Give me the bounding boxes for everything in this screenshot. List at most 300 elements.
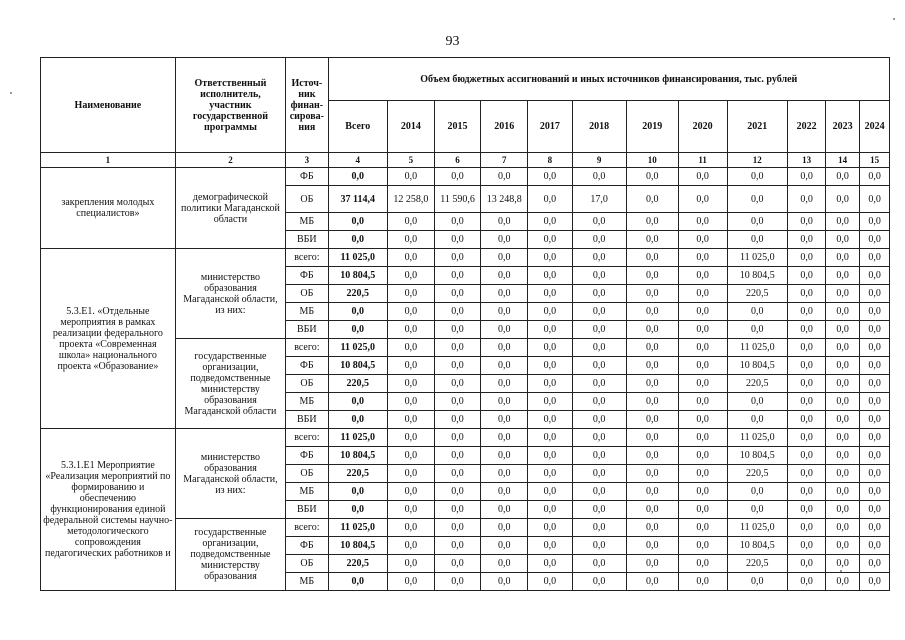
year-value: 220,5 — [727, 285, 787, 303]
year-value: 0,0 — [860, 573, 890, 591]
year-value: 0,0 — [678, 519, 727, 537]
year-value: 0,0 — [626, 303, 678, 321]
year-value: 0,0 — [572, 231, 626, 249]
year-value: 0,0 — [678, 465, 727, 483]
year-value: 0,0 — [528, 447, 573, 465]
year-value: 0,0 — [528, 483, 573, 501]
year-value: 0,0 — [387, 321, 434, 339]
year-value: 10 804,5 — [727, 447, 787, 465]
year-value: 0,0 — [481, 249, 528, 267]
executor-name: министерство образования Магаданской области, из них: — [175, 249, 285, 339]
year-value: 0,0 — [788, 231, 826, 249]
year-value: 0,0 — [481, 519, 528, 537]
table-row — [41, 249, 890, 267]
total-value: 10 804,5 — [328, 267, 387, 285]
year-value: 0,0 — [434, 321, 481, 339]
year-value: 0,0 — [572, 267, 626, 285]
funding-source: МБ — [286, 303, 328, 321]
year-value: 0,0 — [528, 393, 573, 411]
column-number: 12 — [727, 153, 787, 168]
year-value: 0,0 — [528, 213, 573, 231]
header-year: 2020 — [678, 101, 727, 153]
year-value: 0,0 — [860, 519, 890, 537]
year-value: 0,0 — [626, 321, 678, 339]
table-row — [41, 168, 890, 186]
year-value: 0,0 — [528, 501, 573, 519]
year-value: 0,0 — [572, 168, 626, 186]
year-value: 0,0 — [678, 375, 727, 393]
year-value: 0,0 — [860, 393, 890, 411]
year-value: 0,0 — [626, 483, 678, 501]
year-value: 0,0 — [826, 483, 860, 501]
year-value: 0,0 — [434, 168, 481, 186]
year-value: 0,0 — [626, 186, 678, 213]
year-value: 0,0 — [826, 537, 860, 555]
year-value: 0,0 — [528, 303, 573, 321]
funding-source: МБ — [286, 393, 328, 411]
year-value: 0,0 — [481, 339, 528, 357]
year-value: 0,0 — [387, 573, 434, 591]
year-value: 0,0 — [481, 285, 528, 303]
year-value: 0,0 — [481, 429, 528, 447]
year-value: 0,0 — [626, 429, 678, 447]
year-value: 0,0 — [572, 303, 626, 321]
header-year: 2021 — [727, 101, 787, 153]
year-value: 0,0 — [481, 303, 528, 321]
year-value: 0,0 — [626, 537, 678, 555]
year-value: 0,0 — [826, 555, 860, 573]
column-number: 5 — [387, 153, 434, 168]
column-number: 13 — [788, 153, 826, 168]
column-number: 10 — [626, 153, 678, 168]
year-value: 0,0 — [387, 501, 434, 519]
year-value: 0,0 — [678, 429, 727, 447]
year-value: 0,0 — [387, 465, 434, 483]
header-total: Всего — [328, 101, 387, 153]
year-value: 0,0 — [481, 321, 528, 339]
total-value: 220,5 — [328, 555, 387, 573]
year-value: 220,5 — [727, 375, 787, 393]
total-value: 0,0 — [328, 321, 387, 339]
year-value: 0,0 — [826, 375, 860, 393]
year-value: 0,0 — [572, 321, 626, 339]
year-value: 0,0 — [860, 483, 890, 501]
year-value: 0,0 — [788, 501, 826, 519]
header-year: 2022 — [788, 101, 826, 153]
year-value: 0,0 — [434, 339, 481, 357]
year-value: 0,0 — [860, 339, 890, 357]
year-value: 0,0 — [528, 321, 573, 339]
year-value: 0,0 — [387, 375, 434, 393]
year-value: 0,0 — [678, 231, 727, 249]
funding-source: ВБИ — [286, 321, 328, 339]
year-value: 0,0 — [572, 519, 626, 537]
budget-table — [40, 57, 890, 591]
year-value: 0,0 — [826, 267, 860, 285]
year-value: 0,0 — [626, 573, 678, 591]
header-year: 2016 — [481, 101, 528, 153]
year-value: 0,0 — [826, 357, 860, 375]
year-value: 0,0 — [434, 213, 481, 231]
year-value: 0,0 — [626, 465, 678, 483]
year-value: 0,0 — [387, 213, 434, 231]
year-value: 0,0 — [528, 186, 573, 213]
year-value: 0,0 — [387, 267, 434, 285]
funding-source: ФБ — [286, 168, 328, 186]
year-value: 0,0 — [826, 501, 860, 519]
funding-source: МБ — [286, 573, 328, 591]
total-value: 0,0 — [328, 393, 387, 411]
total-value: 11 025,0 — [328, 339, 387, 357]
funding-source: ОБ — [286, 186, 328, 213]
total-value: 220,5 — [328, 465, 387, 483]
year-value: 0,0 — [481, 555, 528, 573]
total-value: 0,0 — [328, 303, 387, 321]
year-value: 0,0 — [626, 285, 678, 303]
year-value: 0,0 — [481, 231, 528, 249]
year-value: 0,0 — [434, 411, 481, 429]
column-number: 4 — [328, 153, 387, 168]
year-value: 0,0 — [727, 168, 787, 186]
year-value: 0,0 — [572, 339, 626, 357]
year-value: 0,0 — [860, 555, 890, 573]
year-value: 12 258,0 — [387, 186, 434, 213]
year-value: 0,0 — [826, 231, 860, 249]
year-value: 0,0 — [626, 213, 678, 231]
year-value: 0,0 — [528, 267, 573, 285]
year-value: 0,0 — [481, 375, 528, 393]
year-value: 0,0 — [727, 411, 787, 429]
year-value: 10 804,5 — [727, 537, 787, 555]
year-value: 0,0 — [788, 483, 826, 501]
year-value: 0,0 — [572, 213, 626, 231]
page-number: 93 — [445, 34, 460, 49]
scan-speck — [840, 570, 842, 572]
funding-source: ФБ — [286, 537, 328, 555]
year-value: 0,0 — [788, 375, 826, 393]
year-value: 0,0 — [434, 231, 481, 249]
year-value: 0,0 — [678, 267, 727, 285]
year-value: 0,0 — [528, 573, 573, 591]
year-value: 11 025,0 — [727, 429, 787, 447]
year-value: 11 590,6 — [434, 186, 481, 213]
year-value: 0,0 — [572, 573, 626, 591]
year-value: 0,0 — [626, 447, 678, 465]
year-value: 0,0 — [826, 186, 860, 213]
year-value: 0,0 — [860, 357, 890, 375]
funding-source: ВБИ — [286, 411, 328, 429]
year-value: 0,0 — [826, 339, 860, 357]
year-value: 0,0 — [788, 555, 826, 573]
year-value: 0,0 — [481, 393, 528, 411]
year-value: 0,0 — [387, 555, 434, 573]
year-value: 0,0 — [387, 339, 434, 357]
year-value: 0,0 — [572, 447, 626, 465]
year-value: 0,0 — [387, 231, 434, 249]
year-value: 0,0 — [678, 303, 727, 321]
year-value: 0,0 — [678, 573, 727, 591]
year-value: 0,0 — [528, 429, 573, 447]
funding-source: МБ — [286, 483, 328, 501]
year-value: 0,0 — [434, 357, 481, 375]
total-value: 11 025,0 — [328, 429, 387, 447]
year-value: 0,0 — [860, 375, 890, 393]
year-value: 0,0 — [727, 231, 787, 249]
year-value: 0,0 — [387, 357, 434, 375]
column-number: 2 — [175, 153, 285, 168]
year-value: 0,0 — [727, 483, 787, 501]
column-number: 6 — [434, 153, 481, 168]
year-value: 0,0 — [434, 573, 481, 591]
year-value: 0,0 — [481, 357, 528, 375]
year-value: 0,0 — [481, 537, 528, 555]
year-value: 0,0 — [481, 267, 528, 285]
year-value: 0,0 — [626, 393, 678, 411]
year-value: 0,0 — [387, 168, 434, 186]
header-volume: Объем бюджетных ассигнований и иных источников финансирования, тыс. рублей — [328, 58, 889, 101]
year-value: 0,0 — [727, 303, 787, 321]
year-value: 0,0 — [860, 186, 890, 213]
funding-source: всего: — [286, 429, 328, 447]
total-value: 0,0 — [328, 168, 387, 186]
year-value: 0,0 — [860, 321, 890, 339]
total-value: 0,0 — [328, 411, 387, 429]
year-value: 0,0 — [387, 447, 434, 465]
year-value: 0,0 — [678, 321, 727, 339]
total-value: 10 804,5 — [328, 357, 387, 375]
year-value: 0,0 — [572, 429, 626, 447]
year-value: 0,0 — [434, 285, 481, 303]
year-value: 0,0 — [481, 573, 528, 591]
year-value: 0,0 — [860, 285, 890, 303]
year-value: 13 248,8 — [481, 186, 528, 213]
year-value: 0,0 — [434, 465, 481, 483]
year-value: 0,0 — [860, 537, 890, 555]
year-value: 0,0 — [528, 465, 573, 483]
column-number: 9 — [572, 153, 626, 168]
year-value: 0,0 — [860, 249, 890, 267]
year-value: 0,0 — [826, 393, 860, 411]
year-value: 0,0 — [572, 375, 626, 393]
year-value: 0,0 — [528, 537, 573, 555]
column-number: 3 — [286, 153, 328, 168]
year-value: 0,0 — [788, 321, 826, 339]
year-value: 0,0 — [727, 186, 787, 213]
year-value: 0,0 — [860, 213, 890, 231]
year-value: 0,0 — [528, 339, 573, 357]
executor-name: государственные организации, подведомственные министерству образования — [175, 519, 285, 591]
year-value: 0,0 — [727, 213, 787, 231]
year-value: 0,0 — [626, 357, 678, 375]
year-value: 0,0 — [860, 465, 890, 483]
year-value: 0,0 — [788, 168, 826, 186]
header-year: 2018 — [572, 101, 626, 153]
year-value: 0,0 — [788, 537, 826, 555]
year-value: 0,0 — [860, 267, 890, 285]
year-value: 0,0 — [528, 411, 573, 429]
header-year: 2015 — [434, 101, 481, 153]
year-value: 0,0 — [788, 357, 826, 375]
year-value: 0,0 — [626, 375, 678, 393]
year-value: 0,0 — [481, 447, 528, 465]
year-value: 0,0 — [434, 519, 481, 537]
year-value: 0,0 — [528, 249, 573, 267]
year-value: 0,0 — [860, 447, 890, 465]
header-year: 2017 — [528, 101, 573, 153]
year-value: 0,0 — [572, 285, 626, 303]
total-value: 11 025,0 — [328, 249, 387, 267]
total-value: 220,5 — [328, 285, 387, 303]
funding-source: ОБ — [286, 285, 328, 303]
executor-name: министерство образования Магаданской области, из них: — [175, 429, 285, 519]
year-value: 0,0 — [788, 186, 826, 213]
year-value: 0,0 — [528, 519, 573, 537]
year-value: 11 025,0 — [727, 249, 787, 267]
year-value: 0,0 — [387, 411, 434, 429]
executor-name: государственные организации, подведомственные министерству образования Магаданской области — [175, 339, 285, 429]
header-source: Источ-ник финан-сирова-ния — [286, 58, 328, 153]
year-value: 11 025,0 — [727, 519, 787, 537]
scan-speck — [10, 92, 12, 94]
funding-source: всего: — [286, 249, 328, 267]
year-value: 0,0 — [788, 213, 826, 231]
year-value: 0,0 — [678, 168, 727, 186]
column-number: 8 — [528, 153, 573, 168]
year-value: 0,0 — [434, 447, 481, 465]
year-value: 0,0 — [387, 249, 434, 267]
year-value: 0,0 — [860, 303, 890, 321]
header-executor: Ответственный исполнитель, участник государственной программы — [175, 58, 285, 153]
year-value: 0,0 — [387, 537, 434, 555]
year-value: 0,0 — [826, 519, 860, 537]
year-value: 0,0 — [481, 483, 528, 501]
year-value: 10 804,5 — [727, 357, 787, 375]
funding-source: ВБИ — [286, 231, 328, 249]
year-value: 0,0 — [481, 411, 528, 429]
year-value: 0,0 — [788, 303, 826, 321]
year-value: 0,0 — [528, 357, 573, 375]
year-value: 0,0 — [678, 501, 727, 519]
year-value: 0,0 — [826, 303, 860, 321]
column-number: 1 — [41, 153, 176, 168]
header-name: Наименование — [41, 58, 176, 153]
year-value: 0,0 — [626, 411, 678, 429]
year-value: 0,0 — [678, 249, 727, 267]
total-value: 0,0 — [328, 483, 387, 501]
column-number: 7 — [481, 153, 528, 168]
year-value: 0,0 — [572, 249, 626, 267]
funding-source: ВБИ — [286, 501, 328, 519]
item-name: закрепления молодых специалистов» — [41, 168, 176, 249]
year-value: 0,0 — [678, 537, 727, 555]
year-value: 0,0 — [434, 303, 481, 321]
total-value: 10 804,5 — [328, 447, 387, 465]
year-value: 0,0 — [481, 501, 528, 519]
header-year: 2024 — [860, 101, 890, 153]
year-value: 0,0 — [387, 303, 434, 321]
year-value: 0,0 — [572, 465, 626, 483]
year-value: 0,0 — [572, 537, 626, 555]
header-year: 2023 — [826, 101, 860, 153]
year-value: 0,0 — [434, 393, 481, 411]
year-value: 0,0 — [727, 501, 787, 519]
year-value: 0,0 — [387, 483, 434, 501]
year-value: 0,0 — [434, 429, 481, 447]
total-value: 37 114,4 — [328, 186, 387, 213]
year-value: 0,0 — [481, 465, 528, 483]
year-value: 0,0 — [788, 465, 826, 483]
total-value: 0,0 — [328, 231, 387, 249]
year-value: 0,0 — [826, 447, 860, 465]
funding-source: всего: — [286, 519, 328, 537]
year-value: 10 804,5 — [727, 267, 787, 285]
year-value: 0,0 — [860, 501, 890, 519]
header-year: 2019 — [626, 101, 678, 153]
column-number: 14 — [826, 153, 860, 168]
year-value: 0,0 — [788, 249, 826, 267]
year-value: 0,0 — [860, 411, 890, 429]
year-value: 0,0 — [826, 321, 860, 339]
year-value: 0,0 — [678, 447, 727, 465]
year-value: 0,0 — [626, 231, 678, 249]
year-value: 0,0 — [678, 357, 727, 375]
total-value: 0,0 — [328, 501, 387, 519]
column-number: 11 — [678, 153, 727, 168]
year-value: 0,0 — [572, 483, 626, 501]
year-value: 0,0 — [528, 231, 573, 249]
funding-source: ОБ — [286, 465, 328, 483]
year-value: 0,0 — [788, 393, 826, 411]
year-value: 0,0 — [572, 411, 626, 429]
funding-source: ФБ — [286, 267, 328, 285]
year-value: 0,0 — [387, 429, 434, 447]
year-value: 0,0 — [626, 267, 678, 285]
year-value: 0,0 — [528, 555, 573, 573]
year-value: 0,0 — [826, 411, 860, 429]
year-value: 0,0 — [572, 393, 626, 411]
year-value: 0,0 — [788, 447, 826, 465]
year-value: 0,0 — [788, 339, 826, 357]
year-value: 0,0 — [826, 573, 860, 591]
year-value: 11 025,0 — [727, 339, 787, 357]
year-value: 0,0 — [788, 285, 826, 303]
year-value: 0,0 — [788, 573, 826, 591]
year-value: 0,0 — [826, 213, 860, 231]
total-value: 0,0 — [328, 213, 387, 231]
year-value: 0,0 — [727, 321, 787, 339]
year-value: 0,0 — [387, 393, 434, 411]
year-value: 0,0 — [572, 357, 626, 375]
funding-source: ОБ — [286, 375, 328, 393]
year-value: 0,0 — [678, 339, 727, 357]
year-value: 0,0 — [860, 429, 890, 447]
year-value: 17,0 — [572, 186, 626, 213]
year-value: 0,0 — [826, 465, 860, 483]
total-value: 0,0 — [328, 573, 387, 591]
year-value: 0,0 — [826, 168, 860, 186]
year-value: 0,0 — [727, 573, 787, 591]
year-value: 0,0 — [481, 213, 528, 231]
year-value: 0,0 — [528, 168, 573, 186]
year-value: 0,0 — [678, 285, 727, 303]
year-value: 0,0 — [860, 231, 890, 249]
year-value: 0,0 — [788, 519, 826, 537]
year-value: 0,0 — [626, 168, 678, 186]
year-value: 0,0 — [678, 555, 727, 573]
funding-source: всего: — [286, 339, 328, 357]
year-value: 0,0 — [678, 393, 727, 411]
year-value: 0,0 — [572, 555, 626, 573]
